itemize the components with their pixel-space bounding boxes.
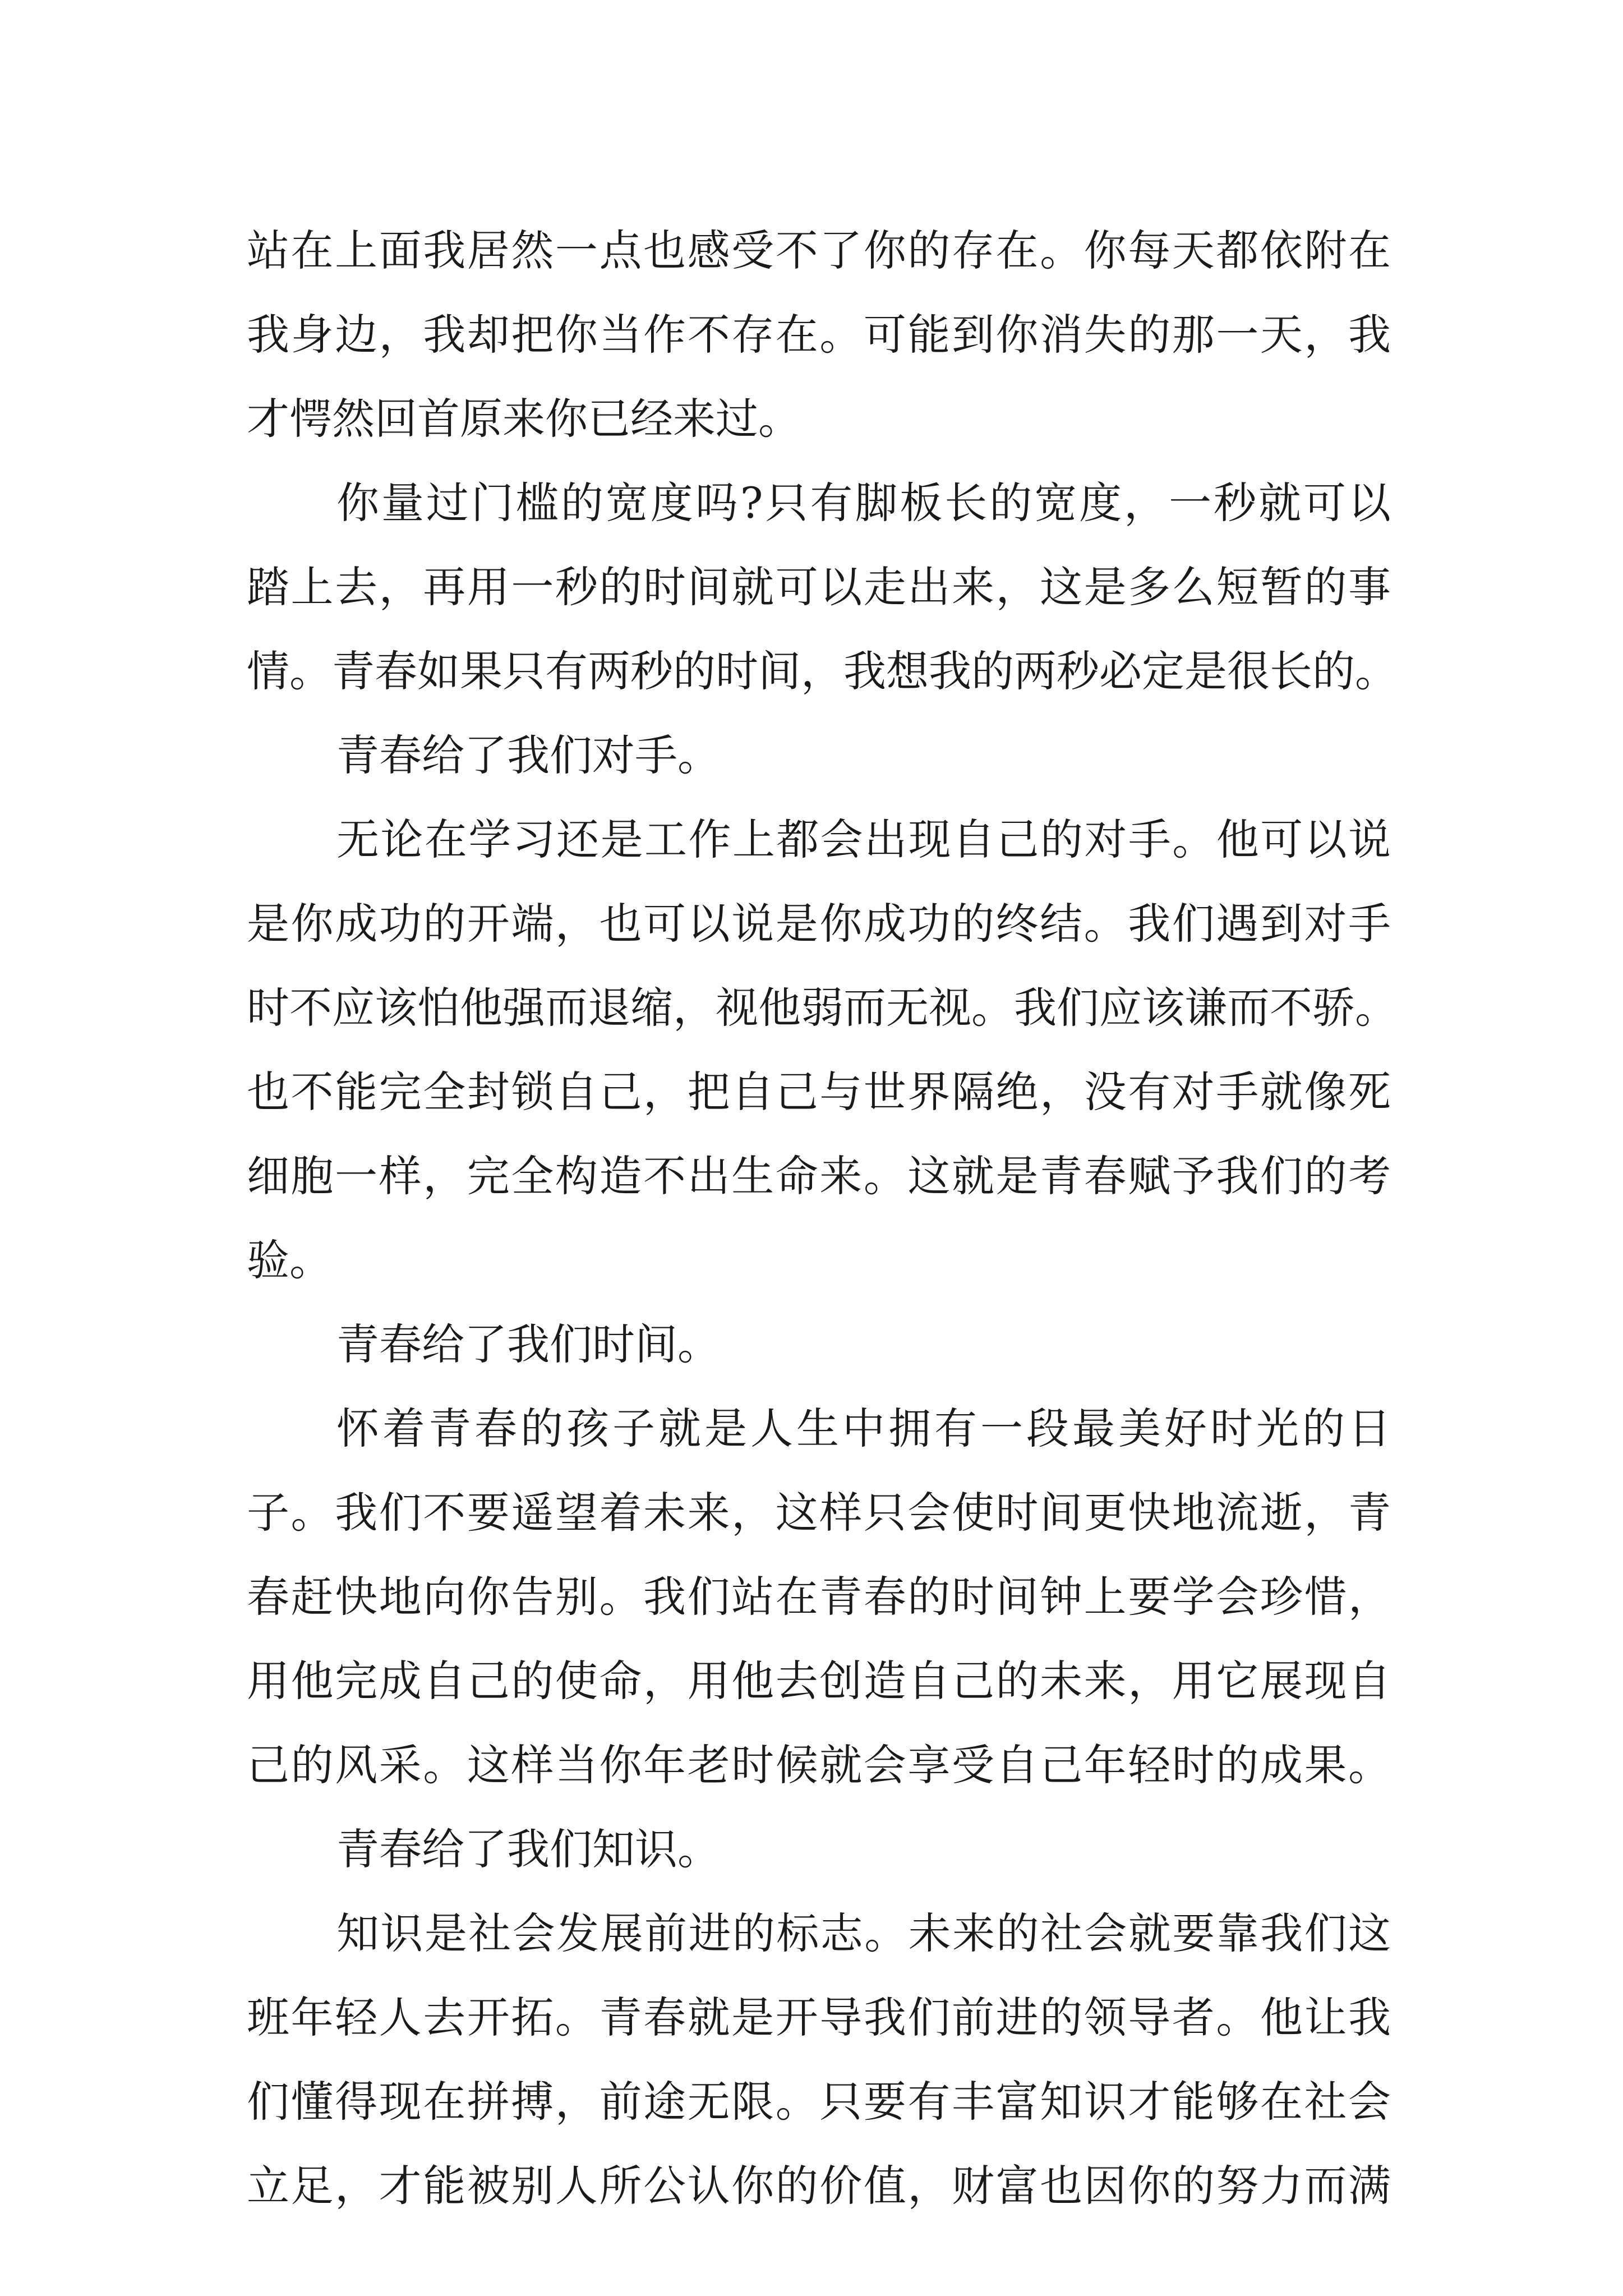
text-line: 细胞一样，完全构造不出生命来。这就是青春赋予我们的考 [247,1151,1391,1201]
text-line: 用他完成自己的使命，用他去创造自己的未来，用它展现自 [247,1656,1391,1706]
text-line: 青春给了我们对手。 [336,730,720,780]
text-line: 你量过门槛的宽度吗?只有脚板长的宽度，一秒就可以 [336,478,1391,528]
text-line: 怀着青春的孩子就是人生中拥有一段最美好时光的日 [336,1404,1391,1453]
text-line: 己的风采。这样当你年老时候就会享受自己年轻时的成果。 [247,1740,1391,1790]
text-line: 青春给了我们时间。 [336,1319,720,1369]
text-line: 班年轻人去开拓。青春就是开导我们前进的领导者。他让我 [247,1993,1391,2042]
text-line: 们懂得现在拼搏，前途无限。只要有丰富知识才能够在社会 [247,2077,1391,2127]
text-line: 才愕然回首原来你已经来过。 [247,394,801,444]
text-line: 春赶快地向你告别。我们站在青春的时间钟上要学会珍惜， [247,1572,1391,1622]
text-line: 时不应该怕他强而退缩，视他弱而无视。我们应该谦而不骄。 [247,983,1398,1033]
text-line: 知识是社会发展前进的标志。未来的社会就要靠我们这 [336,1908,1391,1958]
text-line: 子。我们不要遥望着未来，这样只会使时间更快地流逝，青 [247,1488,1391,1538]
document-body [247,209,1398,2228]
text-line: 无论在学习还是工作上都会出现自己的对手。他可以说 [336,815,1391,864]
text-line: 我身边，我却把你当作不存在。可能到你消失的那一天，我 [247,310,1391,360]
text-line: 踏上去，再用一秒的时间就可以走出来，这是多么短暂的事 [247,562,1391,612]
text-line: 青春给了我们知识。 [336,1824,720,1874]
text-line: 也不能完全封锁自己，把自己与世界隔绝，没有对手就像死 [247,1067,1391,1117]
text-line: 站在上面我居然一点也感受不了你的存在。你每天都依附在 [247,226,1391,275]
text-line: 情。青春如果只有两秒的时间，我想我的两秒必定是很长的。 [247,646,1398,696]
text-line: 验。 [247,1235,332,1285]
text-line: 是你成功的开端，也可以说是你成功的终结。我们遇到对手 [247,899,1391,949]
text-line: 立足，才能被别人所公认你的价值，财富也因你的努力而满 [247,2161,1391,2211]
